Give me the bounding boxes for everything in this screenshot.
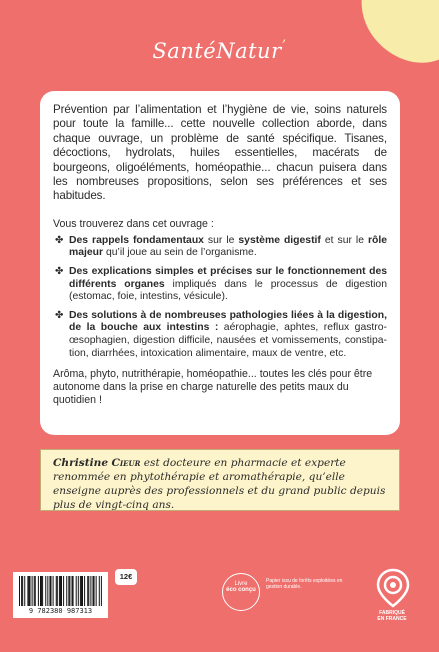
brand-logo	[0, 38, 439, 63]
eco-seal-icon	[222, 573, 260, 611]
body-text: et sur le	[320, 234, 368, 246]
eco-seal-line2: éco conçu	[226, 587, 256, 593]
author-bio-text: est docteure en pharmacie et experte renommée en phytothérapie et aromathérapie, qu’elle enseigne auprès des professionnels et du grand public depuis plus de vingt-cinq ans.	[53, 457, 386, 511]
bold-text: rôle majeur	[69, 234, 388, 259]
author-bio	[40, 449, 400, 511]
fr-line1: FABRIQUÉ	[379, 610, 405, 616]
author-last-name: Cieur	[111, 457, 141, 469]
bold-text: Des rappels fondamentaux	[69, 234, 204, 246]
intro-paragraph: Prévention par l’alimentation et l’hygiène de vie, soins naturels pour toute la famille... cette nouvelle collection aborde, dans chaque ouvrage, un problème de santé spécifique. Tisanes, décoctions, hydrolats, huiles essentielles, macérats de bourgeons, oligoéléments, homéopathie... chacun puisera dans les nombreuses propositions, selon ses préférences et ses habitudes.	[53, 103, 387, 203]
bold-text: Des solutions à de nombreuses pathologies liées à la digestion, de la bouche aux intestins :	[69, 309, 387, 334]
list-item	[53, 235, 387, 260]
lead-line: Vous trouverez dans cet ouvrage :	[53, 217, 214, 230]
barcode-bars	[19, 576, 102, 606]
list-item	[53, 266, 387, 304]
made-in-france-label	[368, 610, 416, 622]
body-text: impliqués dans le processus de digestion (estomac, foie, intestins, vésicule).	[69, 278, 387, 303]
closing-paragraph: Arôma, phyto, nutrithérapie, homéopathie... toutes les clés pour être autonome dans la prise en charge naturelle des petits maux du quotidien !	[53, 368, 373, 407]
author-first-name: Christine	[53, 457, 109, 469]
price-tag: 12€	[115, 569, 137, 585]
flower-bullet-icon: ✤	[55, 309, 64, 321]
brand-name: SantéNatur	[152, 39, 282, 63]
fr-line2: EN FRANCE	[377, 616, 407, 622]
barcode	[13, 572, 108, 618]
bold-text: système digestif	[238, 234, 321, 246]
bold-text: Des explications simples et précises sur le fonctionnement des différents organes	[69, 266, 387, 290]
bullet-list	[53, 235, 387, 360]
eco-seal-line1: Livre	[234, 581, 248, 587]
barcode-digits: 9 782380 987313	[28, 607, 93, 615]
eco-note: Papier issu de forêts exploitées en gestion durable.	[266, 578, 343, 591]
list-item	[53, 310, 387, 360]
body-text: sur le	[203, 234, 239, 246]
flower-bullet-icon: ✤	[55, 266, 64, 278]
body-text: qu’il joue au sein de l’organisme.	[103, 247, 257, 259]
leaf-icon: ’	[281, 38, 287, 54]
description-card	[40, 91, 400, 435]
body-text: aérophagie, aphtes, reflux gastro-œsophagien, digestion difficile, nausées et vomissements, constipation, diarrhées, intoxication alimentaire, maux de ventre, etc.	[69, 322, 388, 359]
flower-bullet-icon: ✤	[55, 234, 64, 246]
